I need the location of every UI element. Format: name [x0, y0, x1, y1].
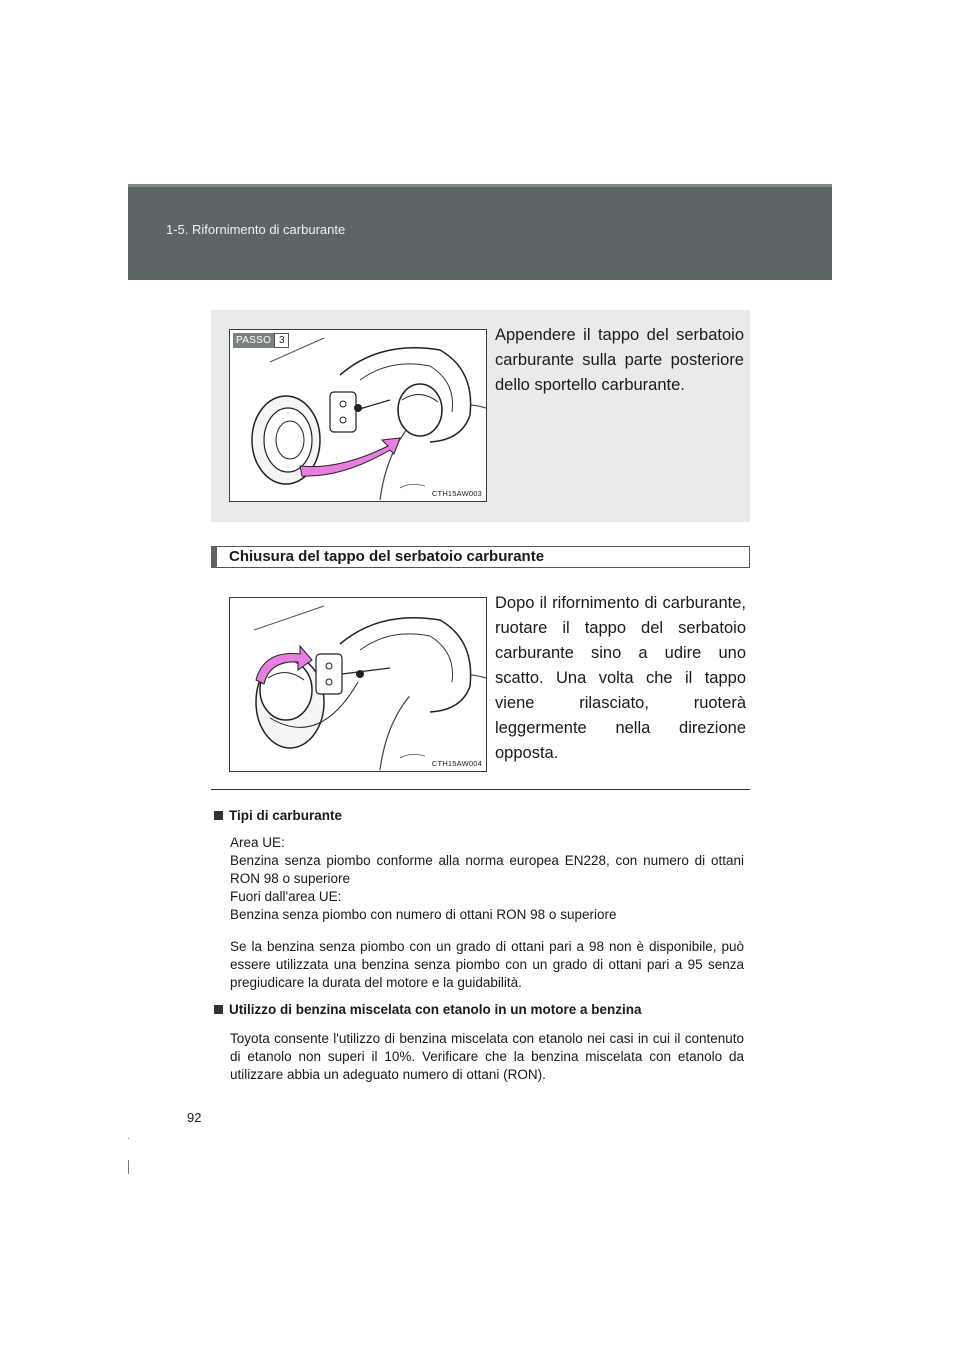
- closing-illustration: [229, 597, 487, 772]
- header-band: [128, 184, 832, 280]
- bullet-square-icon: [214, 1005, 223, 1014]
- note-heading-ethanol: [214, 1002, 642, 1017]
- step-image-code: CTH15AW003: [431, 489, 482, 498]
- margin-mark: [128, 1160, 129, 1174]
- note-heading-text: Tipi di carburante: [229, 808, 343, 823]
- section-title-closing: Chiusura del tappo del serbatoio carburante: [211, 546, 750, 568]
- step-text: Appendere il tappo del serbatoio carburante sulla parte posteriore dello sportello carburante.: [495, 326, 744, 394]
- step-badge: [233, 333, 289, 348]
- note-fuel-types-lines: [230, 834, 744, 924]
- closing-text: Dopo il rifornimento di carburante, ruotare il tappo del serbatoio carburante sino a udire uno scatto. Una volta che il tappo viene rilasciato, ruoterà leggermente nella direzione opposta.: [495, 594, 746, 762]
- note-line: Fuori dall'area UE:: [230, 889, 342, 904]
- step-box: [211, 310, 750, 522]
- note-ethanol-paragraph: Toyota consente l'utilizzo di benzina miscelata con etanolo nei casi in cui il contenuto di etanolo non superi il 10%. Verificare che la benzina miscelata con etanolo da utilizzare abbia un adeguato numero di ottani (RON).: [230, 1031, 744, 1082]
- note-heading-fuel-types: [214, 808, 342, 823]
- bullet-square-icon: [214, 811, 223, 820]
- note-heading-text: Utilizzo di benzina miscelata con etanolo in un motore a benzina: [229, 1002, 642, 1017]
- fuel-cap-closing-illustration: [230, 598, 486, 771]
- header-strip: [128, 184, 832, 187]
- note-line: Area UE:: [230, 835, 285, 850]
- section-divider: [211, 789, 750, 790]
- page-number: 92: [187, 1110, 202, 1125]
- closing-image-code: CTH15AW004: [431, 759, 482, 768]
- note-line: Benzina senza piombo conforme alla norma europea EN228, con numero di ottani RON 98 o superiore: [230, 853, 744, 886]
- margin-mark: [128, 1138, 129, 1139]
- step-badge-number: 3: [274, 333, 289, 348]
- note-line: Benzina senza piombo con numero di ottani RON 98 o superiore: [230, 907, 617, 922]
- fuel-cap-hanging-illustration: [230, 330, 486, 501]
- step-illustration: [229, 329, 487, 502]
- note-fuel-types-paragraph: Se la benzina senza piombo con un grado di ottani pari a 98 non è disponibile, può essere utilizzata una benzina senza piombo con un grado di ottani pari a 95 senza pregiudicare la durata del motore e la guidabilità.: [230, 939, 744, 990]
- section-header-title: 1-5. Rifornimento di carburante: [166, 222, 346, 237]
- step-badge-label: PASSO: [233, 333, 274, 348]
